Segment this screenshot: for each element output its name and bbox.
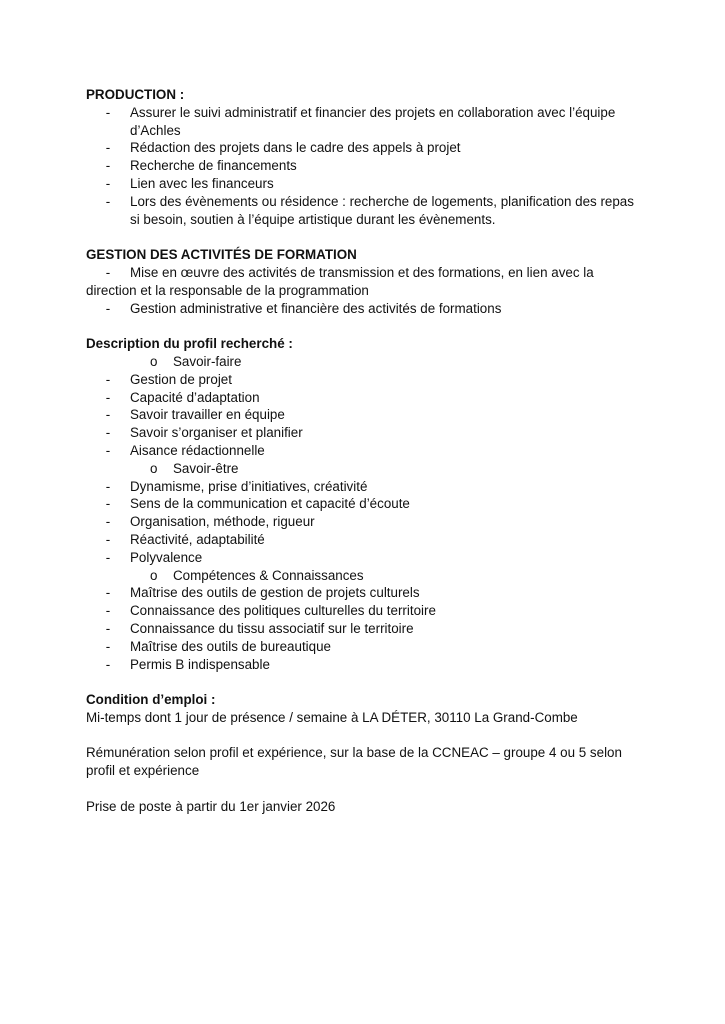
list-item: - Savoir s’organiser et planifier <box>86 424 646 442</box>
list-item: - Dynamisme, prise d’initiatives, créativité <box>86 478 646 496</box>
list-item: - Savoir travailler en équipe <box>86 406 646 424</box>
section-heading-formation: GESTION DES ACTIVITÉS DE FORMATION <box>86 247 357 263</box>
list-item: - Aisance rédactionnelle <box>86 442 646 460</box>
list-item: - Permis B indispensable <box>86 656 646 674</box>
list-item: - Assurer le suivi administratif et financier des projets en collaboration avec l’équipe <box>86 104 646 122</box>
dash-bullet: - <box>105 175 111 191</box>
list-item: - Maîtrise des outils de bureautique <box>86 638 646 656</box>
list-item: - Connaissance des politiques culturelles du territoire <box>86 602 646 620</box>
remuneration-text: Rémunération selon profil et expérience, sur la base de la CCNEAC – groupe 4 ou 5 selon <box>86 745 622 761</box>
section-heading-production: PRODUCTION : <box>86 87 185 102</box>
sub-heading-savoir-faire: o Savoir-faire <box>150 353 242 369</box>
dash-bullet: - <box>105 300 111 316</box>
list-item-continuation: d’Achles <box>130 122 181 138</box>
dash-bullet: - <box>105 478 111 494</box>
list-item-continuation: si besoin, soutien à l’équipe artistique durant les évènements. <box>130 211 496 227</box>
list-item: - Sens de la communication et capacité d’écoute <box>86 495 646 513</box>
circle-bullet: o <box>150 460 158 476</box>
sub-heading-competences: o Compétences & Connaissances <box>150 567 364 583</box>
dash-bullet: - <box>105 193 111 209</box>
circle-bullet: o <box>150 567 158 583</box>
list-item: - Capacité d’adaptation <box>86 389 646 407</box>
list-item: - Rédaction des projets dans le cadre des appels à projet <box>86 139 646 157</box>
dash-bullet: - <box>105 389 111 405</box>
dash-bullet: - <box>105 407 111 423</box>
dash-bullet: - <box>105 264 111 280</box>
list-item: - Mise en œuvre des activités de transmission et des formations, en lien avec la <box>86 264 646 282</box>
list-item: - Gestion administrative et financière des activités de formations <box>86 300 646 318</box>
start-date-text: Prise de poste à partir du 1er janvier 2026 <box>86 798 336 814</box>
sub-heading-savoir-etre: o Savoir-être <box>150 460 239 476</box>
dash-bullet: - <box>105 620 111 636</box>
circle-bullet: o <box>150 353 158 369</box>
section-heading-profil: Description du profil recherché : <box>86 336 293 352</box>
condition-text: Mi-temps dont 1 jour de présence / semaine à LA DÉTER, 30110 La Grand-Combe <box>86 709 578 725</box>
dash-bullet: - <box>105 585 111 601</box>
section-heading-condition: Condition d’emploi : <box>86 692 216 708</box>
list-item: - Recherche de financements <box>86 157 646 175</box>
document-page <box>86 86 646 816</box>
dash-bullet: - <box>105 514 111 530</box>
dash-bullet: - <box>105 549 111 565</box>
remuneration-text-cont: profil et expérience <box>86 763 200 779</box>
list-item: - Polyvalence <box>86 549 646 567</box>
dash-bullet: - <box>105 638 111 654</box>
dash-bullet: - <box>105 656 111 672</box>
list-item: - Lien avec les financeurs <box>86 175 646 193</box>
dash-bullet: - <box>105 371 111 387</box>
dash-bullet: - <box>105 496 111 512</box>
dash-bullet: - <box>105 104 111 120</box>
list-item-continuation: direction et la responsable de la programmation <box>86 282 369 298</box>
list-item: - Lors des évènements ou résidence : recherche de logements, planification des repas <box>86 193 646 211</box>
list-item: - Réactivité, adaptabilité <box>86 531 646 549</box>
list-item: - Organisation, méthode, rigueur <box>86 513 646 531</box>
dash-bullet: - <box>105 158 111 174</box>
dash-bullet: - <box>105 442 111 458</box>
list-item: - Maîtrise des outils de gestion de projets culturels <box>86 584 646 602</box>
dash-bullet: - <box>105 425 111 441</box>
list-item: - Connaissance du tissu associatif sur le territoire <box>86 620 646 638</box>
dash-bullet: - <box>105 603 111 619</box>
list-item: - Gestion de projet <box>86 371 646 389</box>
dash-bullet: - <box>105 140 111 156</box>
dash-bullet: - <box>105 531 111 547</box>
